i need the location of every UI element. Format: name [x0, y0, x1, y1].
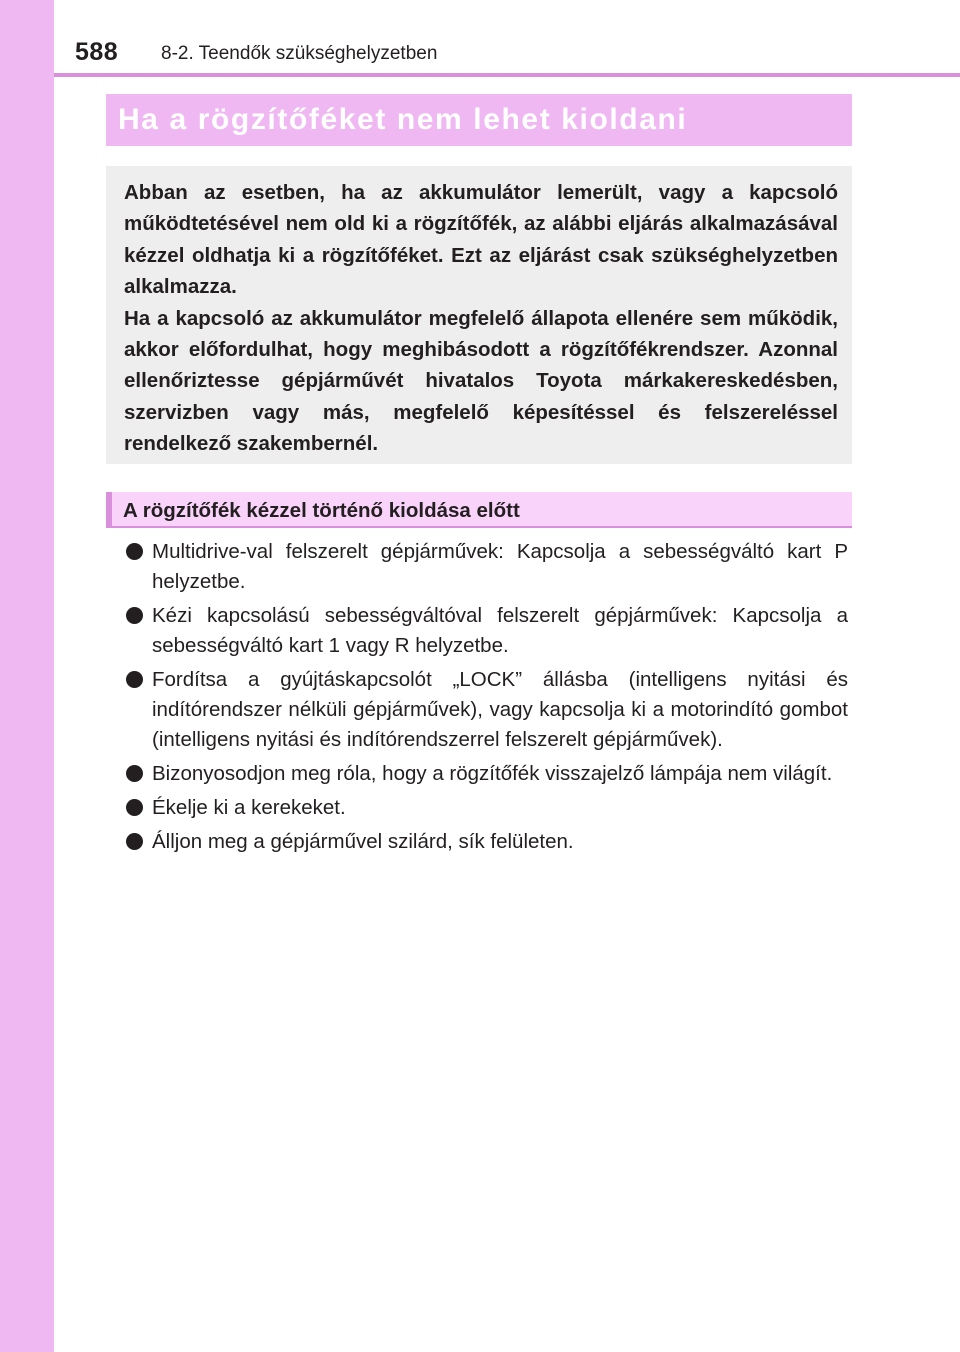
- list-item: [126, 827, 848, 857]
- list-item-text: Bizonyosodjon meg róla, hogy a rögzítőfék visszajelző lámpája nem világít.: [152, 762, 833, 785]
- list-item: [126, 665, 848, 755]
- list-item: [126, 759, 848, 789]
- bullet-dot-icon: [126, 833, 143, 850]
- bullet-dot-icon: [126, 607, 143, 624]
- list-item-text: Multidrive-val felszerelt gépjárművek: Kapcsolja a sebességváltó kart P helyzetbe.: [152, 540, 848, 593]
- header-rule: [54, 73, 960, 77]
- page-number: 588: [75, 38, 119, 66]
- bullet-dot-icon: [126, 799, 143, 816]
- subsection-title: A rögzítőfék kézzel történő kioldása előtt: [123, 499, 520, 522]
- side-color-bar: [0, 0, 54, 1352]
- section-heading-banner: [106, 94, 852, 146]
- subsection-accent-bar: [106, 492, 112, 528]
- list-item-text: Fordítsa a gyújtáskapcsolót „LOCK” állásba (intelligens nyitási és indítórendszer nélküli gépjárművek), vagy kapcsolja ki a motorindító gombot (intelligens nyitási és indítórendszerrel felszerelt gépjárművek).: [152, 668, 848, 751]
- bullet-dot-icon: [126, 543, 143, 560]
- list-item: [126, 793, 848, 823]
- list-item: [126, 601, 848, 661]
- list-item: [126, 537, 848, 597]
- subsection-heading-banner: [106, 492, 852, 528]
- notice-paragraph-1: Abban az esetben, ha az akkumulátor lemerült, vagy a kapcsoló működtetésével nem old ki a rögzítőfék, az alábbi eljárás alkalmazásával kézzel oldhatja ki a rögzítőféket. Ezt az eljárást csak szükséghelyzetben alkalmazza.: [124, 181, 838, 299]
- list-item-text: Álljon meg a gépjárművel szilárd, sík felületen.: [152, 830, 574, 853]
- bullet-dot-icon: [126, 765, 143, 782]
- notice-paragraph-2: Ha a kapcsoló az akkumulátor megfelelő állapota ellenére sem működik, akkor előfordulhat, hogy meghibásodott a rögzítőfékrendszer. Azonnal ellenőriztesse gépjárművét hivatalos Toyota márkakereskedésben, szervizben vagy más, megfelelő képesítéssel és felszereléssel rendelkező szakembernél.: [124, 306, 838, 456]
- bullet-dot-icon: [126, 671, 143, 688]
- list-item-text: Kézi kapcsolású sebességváltóval felszerelt gépjárművek: Kapcsolja a sebességváltó kart 1 vagy R helyzetbe.: [152, 604, 848, 657]
- notice-box: [106, 166, 852, 464]
- section-title: Ha a rögzítőféket nem lehet kioldani: [118, 103, 688, 136]
- list-item-text: Ékelje ki a kerekeket.: [152, 796, 346, 819]
- bullet-list: [126, 537, 848, 861]
- chapter-title: 8-2. Teendők szükséghelyzetben: [161, 43, 438, 64]
